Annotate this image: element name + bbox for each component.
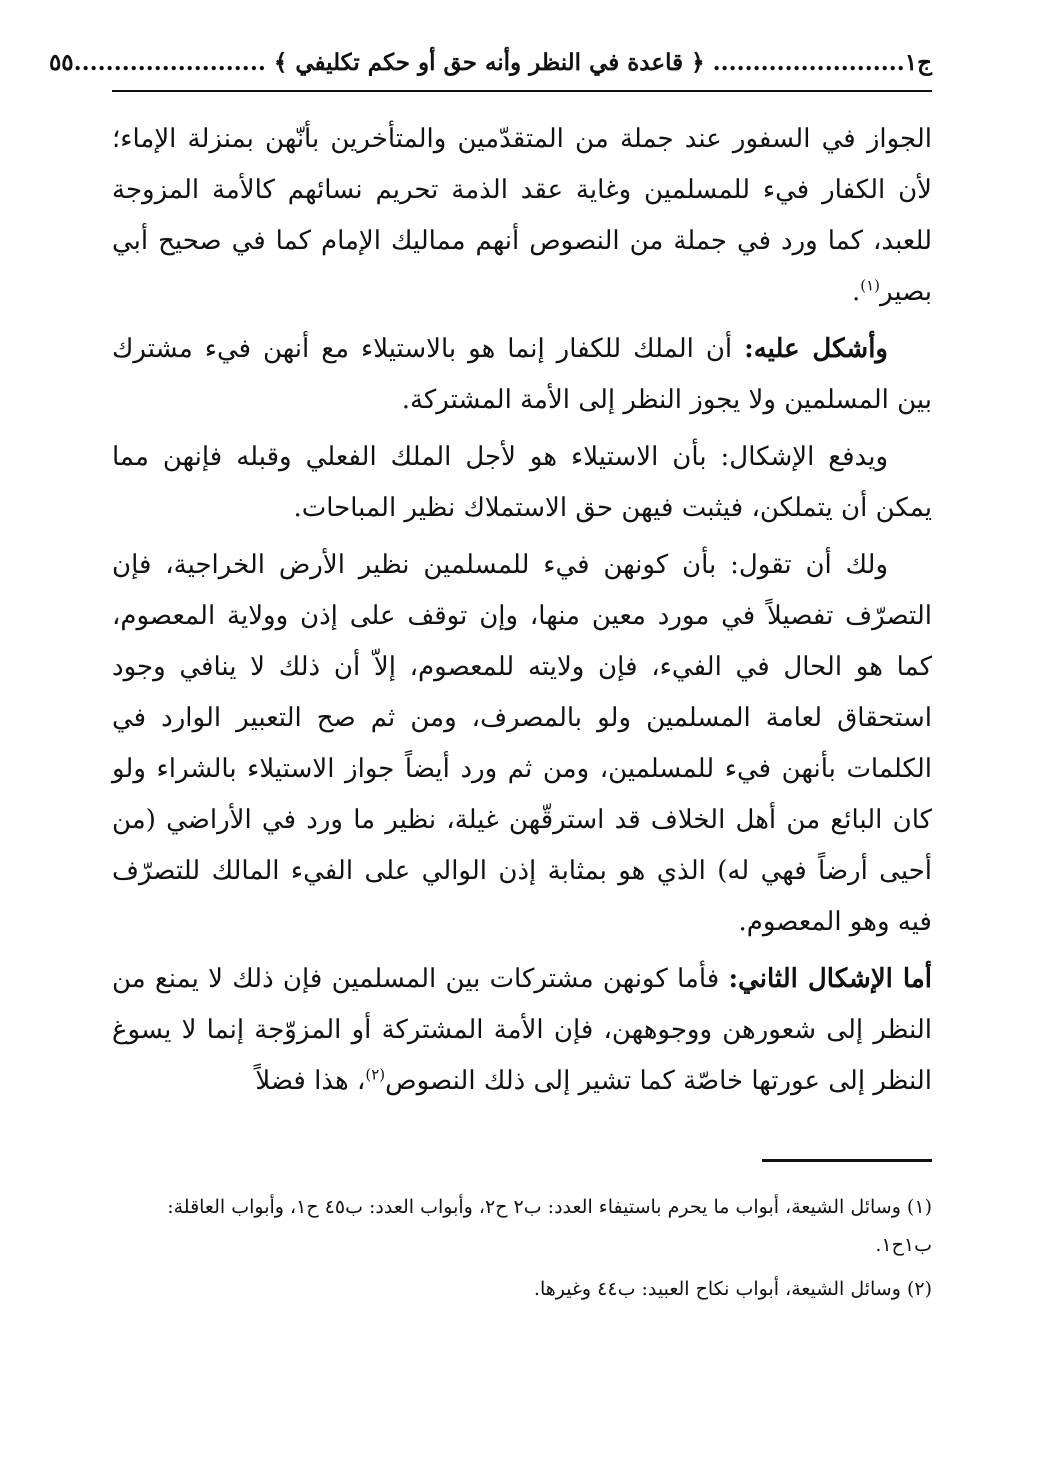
page-number: ٥٥ <box>48 48 74 76</box>
paragraph-text: فأما كونهن مشتركات بين المسلمين فإن ذلك لا يمنع من النظر إلى شعورهن ووجوههن، فإن الأمة المشتركة أو المزوّجة إنما لا يسوغ النظر إلى عورتها خاصّة كما تشير إلى ذلك النصوص <box>112 964 932 1096</box>
paragraph <box>112 114 932 318</box>
paragraph-text: ولك أن تقول: بأن كونهن فيء للمسلمين نظير الأرض الخراجية، فإن التصرّف تفصيلاً في مورد معين منها، وإن توقف على إذن وولاية المعصوم، كما هو الحال في الفيء، فإن ولايته للمعصوم، إلاّ أن ذلك لا ينافي وجود استحقاق لعامة المسلمين ولو بالمصرف، ومن ثم صح التعبير الوارد في الكلمات بأنهن فيء للمسلمين، ومن ثم ورد أيضاً جواز الاستيلاء بالشراء ولو كان البائع من أهل الخلاف قد استرقّهن غيلة، نظير ما ورد في الأراضي (من أحيى أرضاً فهي له) الذي هو بمثابة إذن الوالي على الفيء المالك للتصرّف فيه وهو المعصوم. <box>112 550 932 937</box>
paragraph <box>112 540 932 948</box>
paragraph-lead: أما الإشكال الثاني: <box>728 964 932 994</box>
paragraph-text: ويدفع الإشكال: بأن الاستيلاء هو لأجل الملك الفعلي وقبله فإنهن مما يمكن أن يتملكن، فيثبت فيهن حق الاستملاك نظير المباحات. <box>112 442 932 523</box>
volume-label: ج١ <box>904 48 932 76</box>
footnote-ref[interactable]: (١) <box>860 276 881 295</box>
footnote-divider <box>762 1159 932 1162</box>
paragraph <box>112 954 932 1107</box>
paragraph-text: الجواز في السفور عند جملة من المتقدّمين والمتأخرين بأنّهن بمنزلة الإماء؛ لأن الكفار فيء للمسلمين وغاية عقد الذمة تحريم نسائهم كالأمة المزوجة للعبد، كما ورد في جملة من النصوص أنهم مماليك الإمام كما في صحيح أبي بصير <box>112 124 932 307</box>
running-header <box>48 38 932 86</box>
paragraph-lead: وأشكل عليه: <box>744 334 888 364</box>
header-rule <box>112 90 932 92</box>
paragraph-tail: ، هذا فضلاً <box>255 1066 366 1096</box>
footnote: (١) وسائل الشيعة، أبواب ما يحرم باستيفاء العدد: ب٢ ح٢، وأبواب العدد: ب٤٥ ح١، وأبواب العاقلة: ب١ح١. <box>167 1196 932 1256</box>
paragraph-tail: . <box>851 277 861 307</box>
footnotes <box>112 1188 932 1308</box>
body-text <box>112 114 932 1107</box>
paragraph-text: أن الملك للكفار إنما هو بالاستيلاء مع أنهن فيء مشترك بين المسلمين ولا يجوز النظر إلى الأمة المشتركة. <box>112 334 932 415</box>
page <box>48 38 932 1314</box>
footnote: (٢) وسائل الشيعة، أبواب نكاح العبيد: ب٤٤ وغيرها. <box>533 1278 932 1300</box>
running-title: ........................ ﴿ قاعدة في النظر وأنه حق أو حكم تكليفي ﴾ ........................ <box>73 48 905 76</box>
paragraph <box>112 432 932 534</box>
paragraph <box>112 324 932 426</box>
footnote-ref[interactable]: (٢) <box>365 1065 386 1084</box>
